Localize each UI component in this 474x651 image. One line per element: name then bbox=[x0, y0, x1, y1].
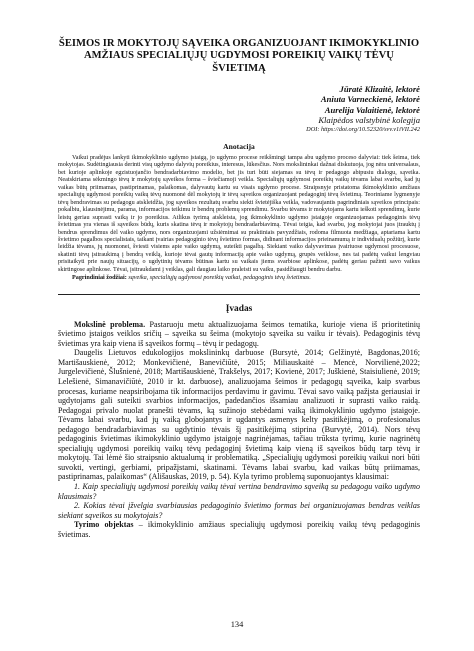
author-1: Jūratė Klizaitė, lektorė bbox=[339, 84, 420, 95]
abstract-text: Vaikui pradėjus lankyti ikimokyklinio ugdymo įstaigą, jo ugdymo procese reikšmingi tampa abu ugdymo proceso dalyviai: tiek šeima, tiek mokytojas. Sudėtingiausia derinti visų ugdymo dalyvių poreikius, interesus, lūkesčius. Nors mokslininkai dažnai diskutuoja, jog nėra universalaus, bet kurioje aplinkoje egzistuojančio bendradarbiavimo modelio, bet jis turi būti siejamas su tėvų ir pedagogo abipusiu dialogu, sąveika. Neatskiriama sėkmingo tėvų ir mokytojų sąveikos forma – šviečiamoji veikla. Specialiųjų ugdymosi poreikių vaikų tėvams labai svarbu, kad jų vaikas būtų priimamas, pastiprinamas, palaikomas, dalyvautų kartu su visais ugdymo procese. Straipsnyje pristatoma ikimokyklinio amžiaus specialiųjų ugdymosi poreikių vaikų tėvų nuomonė dėl mokytojų ir tėvų sąveikos organizuojant pedagoginį tėvų švietimą. Teoriniame lygmenyje tėvų bendravimas su pedagogu atskleidžia, jog sąveikos rezultatų svarbu siekti švietėjiška veikla, vadovaujantis pagrindiniais sąveikos principais: pokalbiu, klausinėjimu, parama, informacijos teikimu ir bendrų problemų sprendimu. Svarbu tėvams ir mokytojams kartu ieškoti sprendimų, kurie leistų geriau suprasti vaiką ir jo poreikius. Atlikus tyrimą atskleista, jog ikimokyklinio ugdymo įstaigoje organizuojamas pedagoginis tėvų švietimas yra vienas iš sąveikos būdų, kuris skatina tėvų ir mokytojų bendradarbiavimą. Tėvai teigia, kad svarbu, jog mokytojai juos įtrauktų į bendrus sprendimus dėl vaiko ugdymo, nors organizuojami užsiėmimai su praktiniais pavyzdžiais, rodoma filmuota medžiaga, aptariama kartu švietimo pagalbos specialistais, taikant įvairias pedagoginio tėvų švietimo formas, didinant informacijos prieinamumą ir individualų požiūrį, kurie leidžia tėvams, jų nuomonei, šviesti visiems apie vaiko ugdymą, suteikti pagalbą. Siekiant vaiko dalyvavimas įvairiuose ugdymosi procesuose, skatinti tėvų įsitraukimą į bendrą veiklą, kurioje tėvai gautų informaciją apie vaiko ugdymą, grupės veiklose, nes tai padėtų vaikui lengviau prisitaikyti prie naujų situacijų, o ugdytinių tėvams būtinas kartu su vaikais jiems svarbiose aplinkose, padėtų geriau pažinti savo vaikus skirtingose aplinkose. Tėvai, įsitraukdami į veiklas, gali daugiau laiko praleisti su vaiku, pasidžiaugti bendru darbu. bbox=[58, 155, 420, 273]
paper-page bbox=[0, 38, 474, 651]
paper-title bbox=[58, 38, 420, 75]
object-label: Tyrimo objektas bbox=[74, 520, 134, 530]
author-list bbox=[58, 84, 420, 115]
doi-link[interactable]: DOI: https://doi.org/10.52320/svv.v1iVII.242 bbox=[306, 126, 420, 134]
author-2: Aniuta Varneckienė, lektorė bbox=[320, 94, 420, 105]
intro-body bbox=[58, 320, 420, 540]
page-number: 134 bbox=[230, 620, 244, 629]
section-divider bbox=[58, 294, 420, 295]
keywords bbox=[58, 275, 420, 282]
keywords-label: Pagrindiniai žodžiai: bbox=[72, 275, 127, 282]
intro-paragraph-review: Daugelis Lietuvos edukologijos mokslininkų darbuose (Bursytė, 2014; Gelžinytė, Bagdonas,2016; Martišauskienė, 2012; Monkevičienė, Banevičiūtė, 2015; Miliauskaitė – Mencė, Norvilienė,2022; Jurgelevičienė, Šlušnienė, 2018; Martišauskienė, Trakšelys, 2017; Kovienė, 2017; Juškienė, Staisiulienė, 2019; Lelešienė, Simanavičiūtė, 2010 ir kt. darbuose), analizuojama šeimos ir pedagogų sąveika, kaip svarbus procesas, kuriame neapsiribojama tik informacijos perdavimu ir gavimu. Tėvai savo vaiką pažįsta geriausiai ir ugdytojams gali suteikti svarbios informacijos, padedančios išsamiau analizuoti ir suprasti vaiko raidą. Pedagogai privalo nuolat pranešti tėvams, ką sužinojo stebėdami vaiką ikimokyklinio ugdymo įstaigoje. Tėvams labai svarbu, kad jų vaiką globojantys ir ugdantys asmenys kelty pasitikėjimą, o profesionalus pedagogo bendradarbiavimas su ugdytinio tėvais šį pasitikėjimą stiprina (Burvytė, 2014). Nors tėvų pedagoginis švietimas ikimokyklinio ugdymo įstaigoje nagrinėjamas, tačiau trūksta tyrimų, kurie nagrinėtų specialiųjų ugdymosi poreikių vaikų tėvų pedagoginį švietimą kaip vieną iš sąveikos būdų tarp tėvų ir mokytojų. Tai lėmė šio straipsnio aktualumą ir problematiką. „Specialiųjų ugdymosi poreikių vaikui nori būti suvokti, vertingi, gerbiami, pripažįstami, skatinami. Tėvams labai svarbu, kad vaikas būtų priimamas, pastiprinamas, palaikomas“ (Ališauskas, 2019, p. 54). Kyla tyrimo problemą suponuojantys klausimai: bbox=[58, 348, 420, 482]
paper-title-line-2: AMŽIAUS SPECIALIŲJŲ UGDYMOSI POREIKIŲ VAIKŲ TĖVŲ ŠVIETIMĄ bbox=[84, 50, 394, 74]
author-3: Aurelija Valaitienė, lektorė bbox=[324, 104, 420, 115]
intro-paragraph-object bbox=[58, 520, 420, 539]
problem-label: Mokslinė problema. bbox=[74, 319, 146, 329]
object-text: – ikimokyklinio amžiaus specialiųjų ugdymosi poreikių vaikų tėvų pedagoginis švietimas. bbox=[58, 520, 420, 539]
intro-paragraph-problem bbox=[58, 320, 420, 349]
research-question-1: 1. Kaip specialiųjų ugdymosi poreikių vaikų tėvai vertina bendravimo sąveiką su pedagogu vaiko ugdymo klausimais? bbox=[58, 482, 420, 501]
intro-heading: Įvadas bbox=[225, 303, 253, 314]
abstract-heading: Anotacija bbox=[223, 142, 255, 152]
institution: Klaipėdos valstybinė kolegija bbox=[318, 114, 420, 125]
paper-title-line-1: ŠEIMOS IR MOKYTOJŲ SĄVEIKA ORGANIZUOJANT IKIMOKYKLINIO bbox=[58, 38, 420, 49]
research-question-2: 2. Kokias tėvai įžvelgia svarbiausias pedagoginio švietimo formas bei organizuojamas bendras veiklas siekiant sąveikos su mokytojais? bbox=[58, 501, 420, 520]
problem-text: Pastaruoju metu aktualizuojama šeimos tematika, kurioje viena iš prioritetinių švietimo įstaigos veiklos sričių – sąveika su šeima (mokytojo sąveika su vaiku ir tėvais). Pedagoginis tėvų švietimas yra kaip viena iš sąveikos formų – tėvų ir pedagogų. bbox=[58, 319, 421, 348]
keywords-text: sąveika, specialiųjų ugdymosi poreikių vaikai, pedagoginis tėvų švietimas. bbox=[128, 275, 311, 282]
